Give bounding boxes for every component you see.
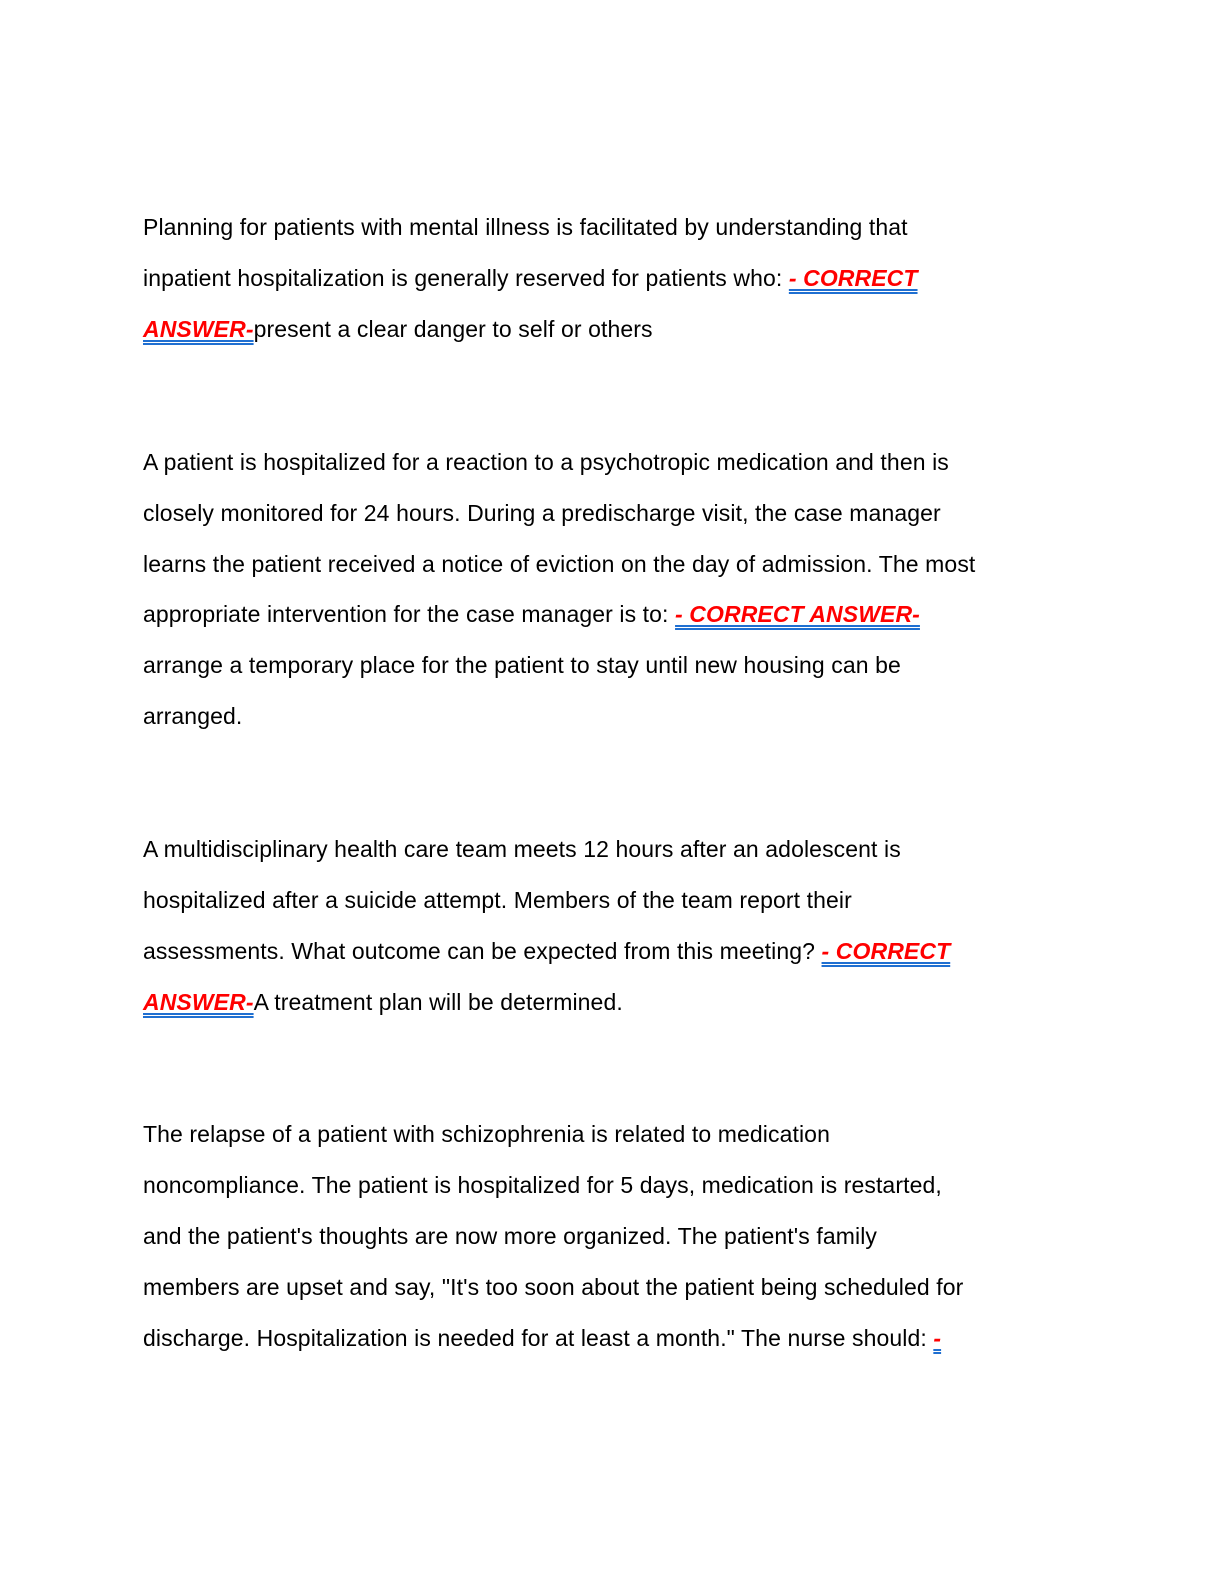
question-text: inpatient hospitalization is generally reserved for patients who:	[143, 265, 789, 291]
question-1-line-2	[143, 264, 918, 292]
answer-text: arranged.	[143, 703, 243, 729]
question-text: learns the patient received a notice of eviction on the day of admission. The most	[143, 551, 976, 577]
question-2-line-1	[143, 448, 949, 476]
question-3-line-2	[143, 886, 852, 914]
question-text: Planning for patients with mental illness is facilitated by understanding that	[143, 214, 908, 240]
correct-answer-label: - CORRECT	[788, 265, 918, 291]
question-3-line-3	[143, 937, 950, 965]
question-text: A multidisciplinary health care team meets 12 hours after an adolescent is	[143, 836, 901, 862]
answer-text: arrange a temporary place for the patient to stay until new housing can be	[143, 652, 901, 678]
question-text: assessments. What outcome can be expected from this meeting?	[143, 938, 822, 964]
question-4-line-4	[143, 1273, 963, 1301]
correct-answer-label: ANSWER-	[143, 989, 254, 1015]
question-text: members are upset and say, "It's too soon about the patient being scheduled for	[143, 1274, 964, 1300]
question-4-line-3	[143, 1222, 877, 1250]
question-text: closely monitored for 24 hours. During a predischarge visit, the case manager	[143, 500, 941, 526]
correct-answer-label: - CORRECT ANSWER-	[675, 601, 920, 627]
question-2-line-4	[143, 600, 920, 628]
correct-answer-label: - CORRECT	[821, 938, 951, 964]
question-text: and the patient's thoughts are now more organized. The patient's family	[143, 1223, 878, 1249]
question-2-line-2	[143, 499, 941, 527]
correct-answer-label: ANSWER-	[143, 316, 254, 342]
question-4-line-2	[143, 1171, 942, 1199]
question-2-line-6	[143, 702, 242, 730]
question-text: discharge. Hospitalization is needed for at least a month." The nurse should:	[143, 1325, 934, 1351]
answer-text: present a clear danger to self or others	[253, 316, 653, 342]
answer-text: A treatment plan will be determined.	[253, 989, 623, 1015]
question-text: A patient is hospitalized for a reaction to a psychotropic medication and then is	[143, 449, 949, 475]
question-2-line-5	[143, 651, 901, 679]
question-2-line-3	[143, 550, 975, 578]
question-text: noncompliance. The patient is hospitalized for 5 days, medication is restarted,	[143, 1172, 942, 1198]
question-1-line-1	[143, 213, 908, 241]
correct-answer-label: -	[933, 1325, 942, 1351]
question-4-line-1	[143, 1120, 830, 1148]
question-text: appropriate intervention for the case manager is to:	[143, 601, 676, 627]
question-1-line-3	[143, 315, 653, 343]
question-text: The relapse of a patient with schizophrenia is related to medication	[143, 1121, 830, 1147]
question-text: hospitalized after a suicide attempt. Members of the team report their	[143, 887, 852, 913]
question-3-line-1	[143, 835, 901, 863]
question-3-line-4	[143, 988, 623, 1016]
question-4-line-5	[143, 1324, 941, 1352]
